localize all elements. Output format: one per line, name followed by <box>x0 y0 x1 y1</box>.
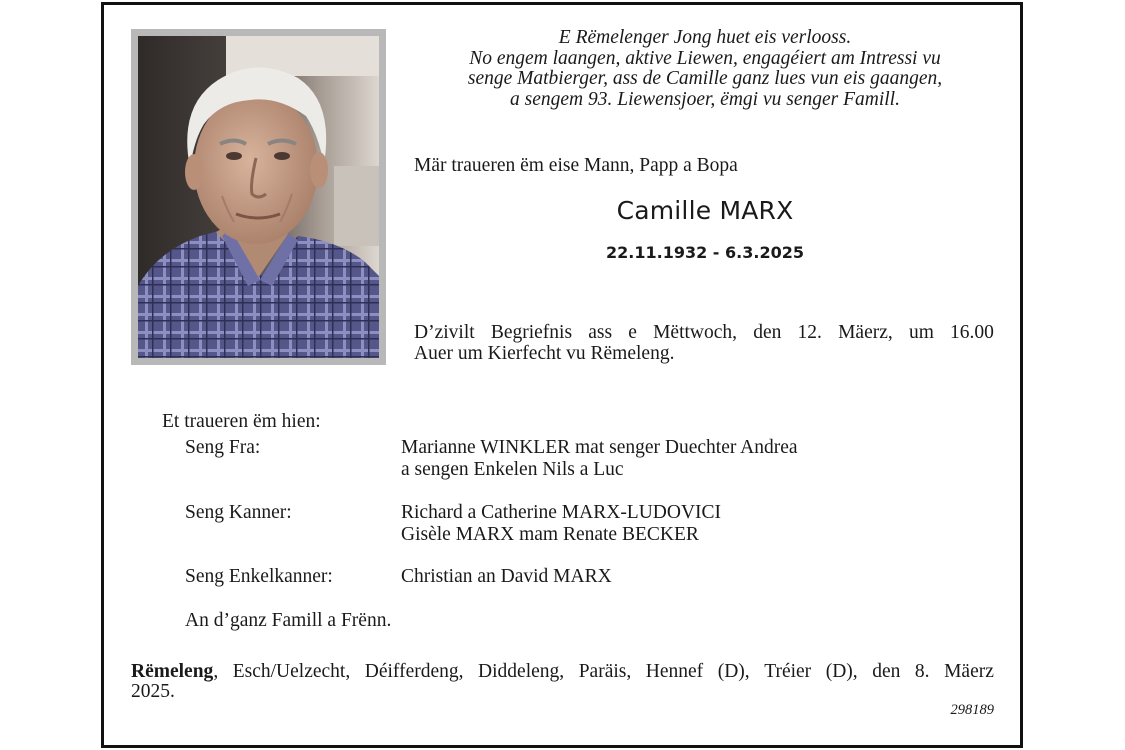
place-word: 8. <box>914 661 930 682</box>
place-word: den <box>872 661 901 682</box>
intro-text <box>400 28 1010 110</box>
life-dates: 22.11.1932 - 6.3.2025 <box>606 243 804 262</box>
funeral-line-1 <box>414 322 994 343</box>
intro-line: a sengem 93. Liewensjoer, ëmgi vu senger Famill. <box>510 88 900 110</box>
elderly-man-portrait-icon <box>138 36 379 358</box>
funeral-word: um <box>908 322 934 343</box>
mourner-line: Gisèle MARX mam Renate BECKER <box>401 524 699 545</box>
funeral-word: D’zivilt <box>414 322 475 343</box>
funeral-word: e <box>628 322 637 343</box>
mourners-heading: Et traueren ëm hien: <box>162 411 321 432</box>
funeral-details <box>414 322 994 364</box>
closing-line: An d’ganz Famill a Frënn. <box>185 610 392 631</box>
mourner-role: Seng Fra: <box>185 437 261 458</box>
mourner-names <box>401 502 721 546</box>
portrait-photo <box>131 29 386 365</box>
reference-number: 298189 <box>950 702 994 718</box>
place-word: (D), <box>717 661 750 682</box>
place-word: Diddeleng, <box>478 661 565 682</box>
places-line-2: 2025. <box>131 681 175 702</box>
place-word <box>131 662 218 682</box>
place-word: , <box>213 661 219 682</box>
funeral-word: den <box>753 322 782 343</box>
funeral-line-2: Auer um Kierfecht vu Rëmeleng. <box>414 343 675 364</box>
place-word: Déifferdeng, <box>364 661 464 682</box>
mourner-names <box>401 566 612 588</box>
funeral-word: 12. <box>797 322 822 343</box>
mourner-role: Seng Kanner: <box>185 502 292 523</box>
funeral-word: Mäerz, <box>838 322 893 343</box>
funeral-word: ass <box>588 322 613 343</box>
mourner-names <box>401 437 798 481</box>
place-word: Paräis, <box>578 661 632 682</box>
mourner-line: Richard a Catherine MARX-LUDOVICI <box>401 502 722 523</box>
place-word: Esch/Uelzecht, <box>232 661 351 682</box>
mourner-line: Christian an David MARX <box>401 566 612 587</box>
places-line-1 <box>131 662 994 682</box>
mourner-role: Seng Enkelkanner: <box>185 566 333 587</box>
place-word: Mäerz <box>944 661 994 682</box>
deceased-name: Camille MARX <box>616 196 794 225</box>
intro-line: senge Matbierger, ass de Camille ganz lues vun eis gaangen, <box>467 68 943 89</box>
home-town: Rëmeleng <box>131 661 214 682</box>
funeral-word: Begriefnis <box>490 322 573 343</box>
places-and-date <box>131 662 994 702</box>
place-word: Tréier <box>764 661 812 682</box>
mourning-statement: Mär traueren ëm eise Mann, Papp a Bopa <box>414 155 738 176</box>
intro-line: No engem laangen, aktive Liewen, engagéiert am Intressi vu <box>469 47 941 69</box>
funeral-word: 16.00 <box>950 322 994 343</box>
mourner-line: Marianne WINKLER mat senger Duechter Andrea <box>401 437 798 458</box>
mourner-line: a sengen Enkelen Nils a Luc <box>401 459 624 480</box>
funeral-word: Mëttwoch, <box>653 322 738 343</box>
place-word: Hennef <box>645 661 704 682</box>
place-word: (D), <box>825 661 858 682</box>
intro-line: E Rëmelenger Jong huet eis verlooss. <box>558 27 852 48</box>
